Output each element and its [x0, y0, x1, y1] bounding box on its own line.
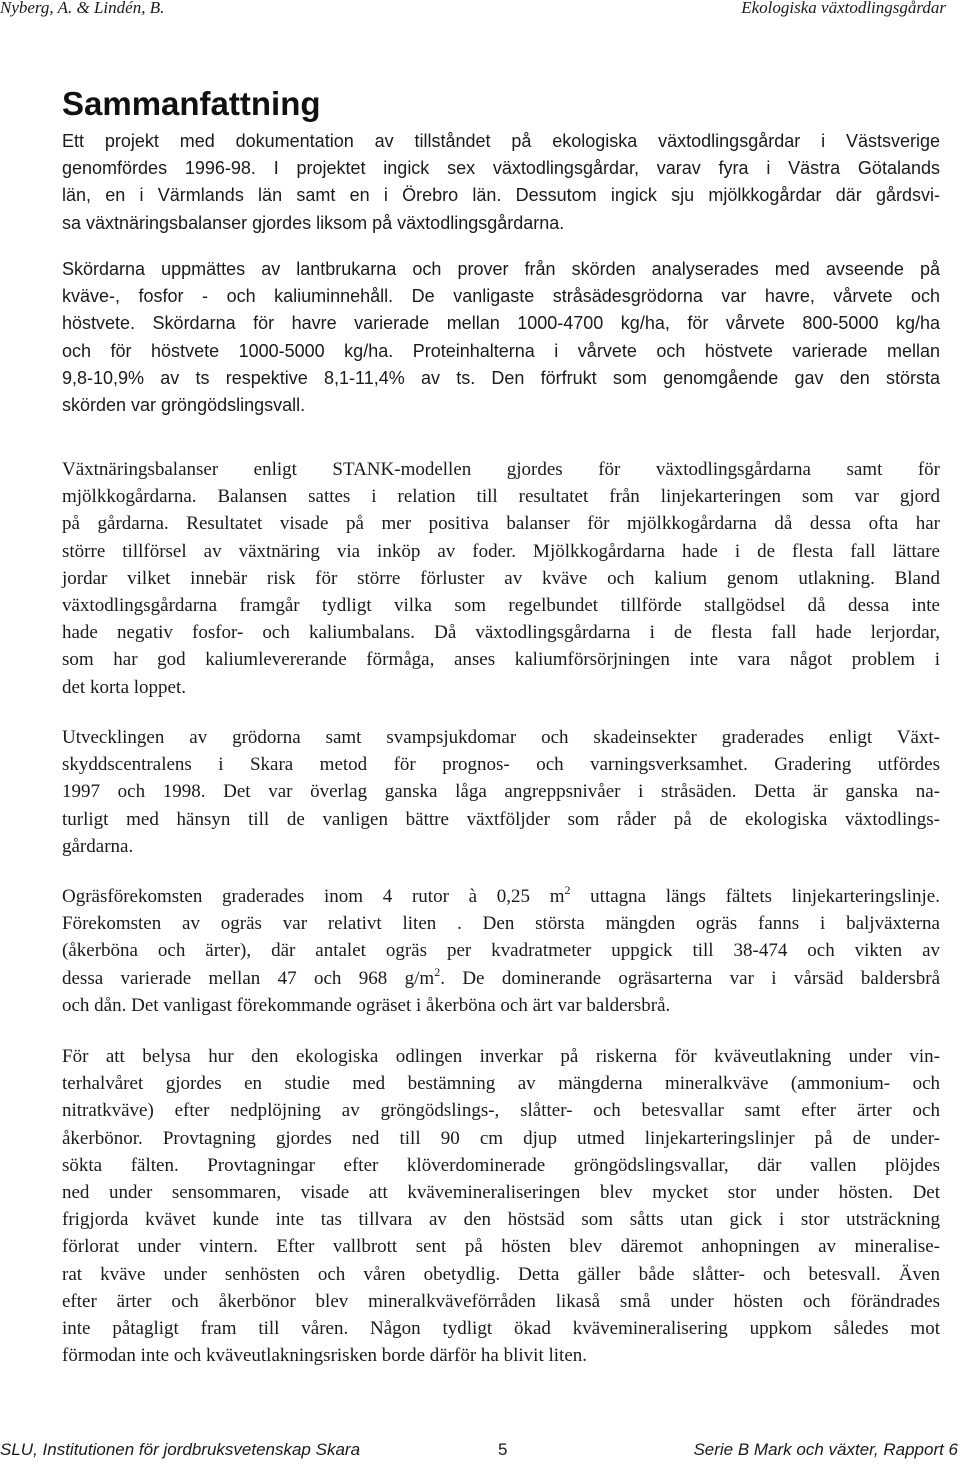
footer-series: Serie B Mark och växter, Rapport 6 [693, 1440, 958, 1459]
paragraph-line: Växtnäringsbalanser enligt STANK-modellen gjordes för växtodlingsgårdarna samt för [62, 459, 940, 480]
paragraph-line: rat kväve under senhösten och våren obetydlig. Detta gäller både slåtter- och betesvall. Även [62, 1263, 940, 1285]
line-text: . De dominerande ogräsarterna var i vårsäd baldersbrå [440, 967, 941, 989]
paragraph-1 [62, 128, 940, 237]
paragraph-line: förlorat under vintern. Efter vallbrott sent på hösten blev däremot anhopningen av mineralise- [62, 1236, 940, 1258]
paragraph-line: Utvecklingen av grödorna samt svampsjukdomar och skadeinsekter graderades enligt Växt- [62, 727, 940, 748]
paragraph-3 [62, 456, 940, 701]
running-head-authors: Nyberg, A. & Lindén, B. [0, 0, 165, 17]
paragraph-line: ned under sensommaren, visade att kvävemineraliseringen blev mycket stor under hösten. Det [62, 1181, 940, 1203]
paragraph-2 [62, 256, 940, 419]
paragraph-line: nitratkväve) efter nedplöjning av gröngödslings-, slåtter- och betesvallar samt efter ärter och [62, 1100, 940, 1122]
paragraph-line: 9,8-10,9% av ts respektive 8,1-11,4% av ts. Den förfrukt som genomgående gav den största [62, 367, 940, 388]
paragraph-line: För att belysa hur den ekologiska odlingen inverkar på riskerna för kväveutlakning under vin- [62, 1046, 940, 1067]
paragraph-4 [62, 724, 940, 860]
paragraph-line: turligt med hänsyn till de vanligen bättre växtföljder som råder på de ekologiska växtodlings- [62, 808, 940, 830]
paragraph-line: inte påtagligt fram till våren. Någon tydligt ökad kvävemineralisering uppkom således mot [62, 1317, 940, 1339]
paragraph-line: jordar vilket innebär risk för större förluster av kväve och kalium genom utlakning. Bland [62, 567, 940, 589]
paragraph-6 [62, 1043, 940, 1369]
section-title: Sammanfattning [62, 85, 321, 122]
paragraph-line: Förekomsten av ogräs var relativt liten . Den största mängden ogräs fanns i baljväxterna [62, 913, 940, 935]
paragraph-line: terhalvåret gjordes en studie med bestämning av mängderna mineralkväve (ammonium- och [62, 1073, 940, 1095]
paragraph-line: och dån. Det vanligast förekommande ogräset i åkerböna och ärt var baldersbrå. [62, 994, 671, 1016]
paragraph-line: höstvete. Skördarna för havre varierade mellan 1000-4700 kg/ha, för vårvete 800-5000 kg/ha [62, 313, 940, 334]
paragraph-line: förmodan inte och kväveutlakningsrisken borde därför ha blivit liten. [62, 1345, 587, 1367]
paragraph-line: sökta fälten. Provtagningar efter klöverdominerade gröngödslingsvallar, där vallen plöjdes [62, 1154, 940, 1176]
superscript: 2 [564, 883, 571, 897]
paragraph-line: hade negativ fosfor- och kaliumbalans. Då växtodlingsgårdarna i de flesta fall hade lerjordar, [62, 622, 940, 644]
paragraph-line: frigjorda kvävet kunde inte tas tillvara av den höstsäd som såtts utan gick i stor utsträckning [62, 1209, 940, 1231]
paragraph-line: sa växtnäringsbalanser gjordes liksom på växtodlingsgårdarna. [62, 212, 565, 233]
running-head [0, 0, 960, 24]
paragraph-line: och för höstvete 1000-5000 kg/ha. Proteinhalterna i vårvete och höstvete varierade mellan [62, 340, 940, 361]
paragraph-line: gårdarna. [62, 835, 134, 857]
line-text: dessa varierade mellan 47 och 968 g/m [62, 967, 435, 989]
paragraph-line [62, 965, 940, 992]
page-number: 5 [498, 1440, 508, 1459]
line-text: Ogräsförekomsten graderades inom 4 rutor à 0,25 m [62, 886, 565, 907]
line-text: uttagna längs fältets linjekarteringslinje. [570, 886, 940, 907]
paragraph-line [62, 883, 940, 910]
paragraph-line: Ett projekt med dokumentation av tillståndet på ekologiska växtodlingsgårdar i Västsverige [62, 131, 940, 151]
paragraph-line: skörden var gröngödslingsvall. [62, 394, 306, 415]
paragraph-line: på gårdarna. Resultatet visade på mer positiva balanser för mjölkkogårdarna då dessa ofta har [62, 513, 940, 535]
paragraph-line: skyddscentralens i Skara metod för prognos- och varningsverksamhet. Gradering utfördes [62, 754, 940, 776]
running-head-title: Ekologiska växtodlingsgårdar [741, 0, 946, 17]
page-footer [0, 1440, 960, 1464]
paragraph-line: som har god kaliumlevererande förmåga, anses kaliumförsörjningen inte vara något problem i [62, 649, 940, 671]
paragraph-line: efter ärter och åkerbönor blev mineralkväveförråden likaså små under hösten och förändrades [62, 1290, 940, 1312]
paragraph-5 [62, 883, 940, 1019]
paragraph-line: åkerbönor. Provtagning gjordes ned till 90 cm djup utmed linjekarteringslinjer på de under- [62, 1127, 940, 1149]
paragraph-line: 1997 och 1998. Det var överlag ganska låga angreppsnivåer i stråsäden. Detta är ganska na- [62, 781, 940, 803]
paragraph-line: det korta loppet. [62, 676, 186, 698]
paragraph-line: mjölkkogårdarna. Balansen sattes i relation till resultatet från linjekarteringen som var gjord [62, 486, 940, 508]
paragraph-line: (åkerböna och ärter), där antalet ogräs per kvadratmeter uppgick till 38-474 och vikten av [62, 940, 940, 962]
paragraph-line: kväve-, fosfor - och kaliuminnehåll. De vanligaste stråsädesgrödorna var havre, vårvete och [62, 286, 940, 307]
superscript: 2 [434, 964, 441, 979]
paragraph-line: större tillförsel av växtnäring via inköp av foder. Mjölkkogårdarna hade i de flesta fall lättare [62, 540, 940, 562]
footer-institution: SLU, Institutionen för jordbruksvetenskap Skara [0, 1440, 361, 1459]
paragraph-line: Skördarna uppmättes av lantbrukarna och prover från skörden analyserades med avseende på [62, 259, 940, 279]
paragraph-line: län, en i Värmlands län samt en i Örebro län. Dessutom ingick sju mjölkkogårdar där gårdsvi- [62, 185, 940, 206]
paragraph-line: genomfördes 1996-98. I projektet ingick sex växtodlingsgårdar, varav fyra i Västra Götalands [62, 158, 940, 179]
paragraph-line: växtodlingsgårdarna framgår tydligt vilka som regelbundet tillförde stallgödsel då dessa inte [62, 594, 940, 616]
